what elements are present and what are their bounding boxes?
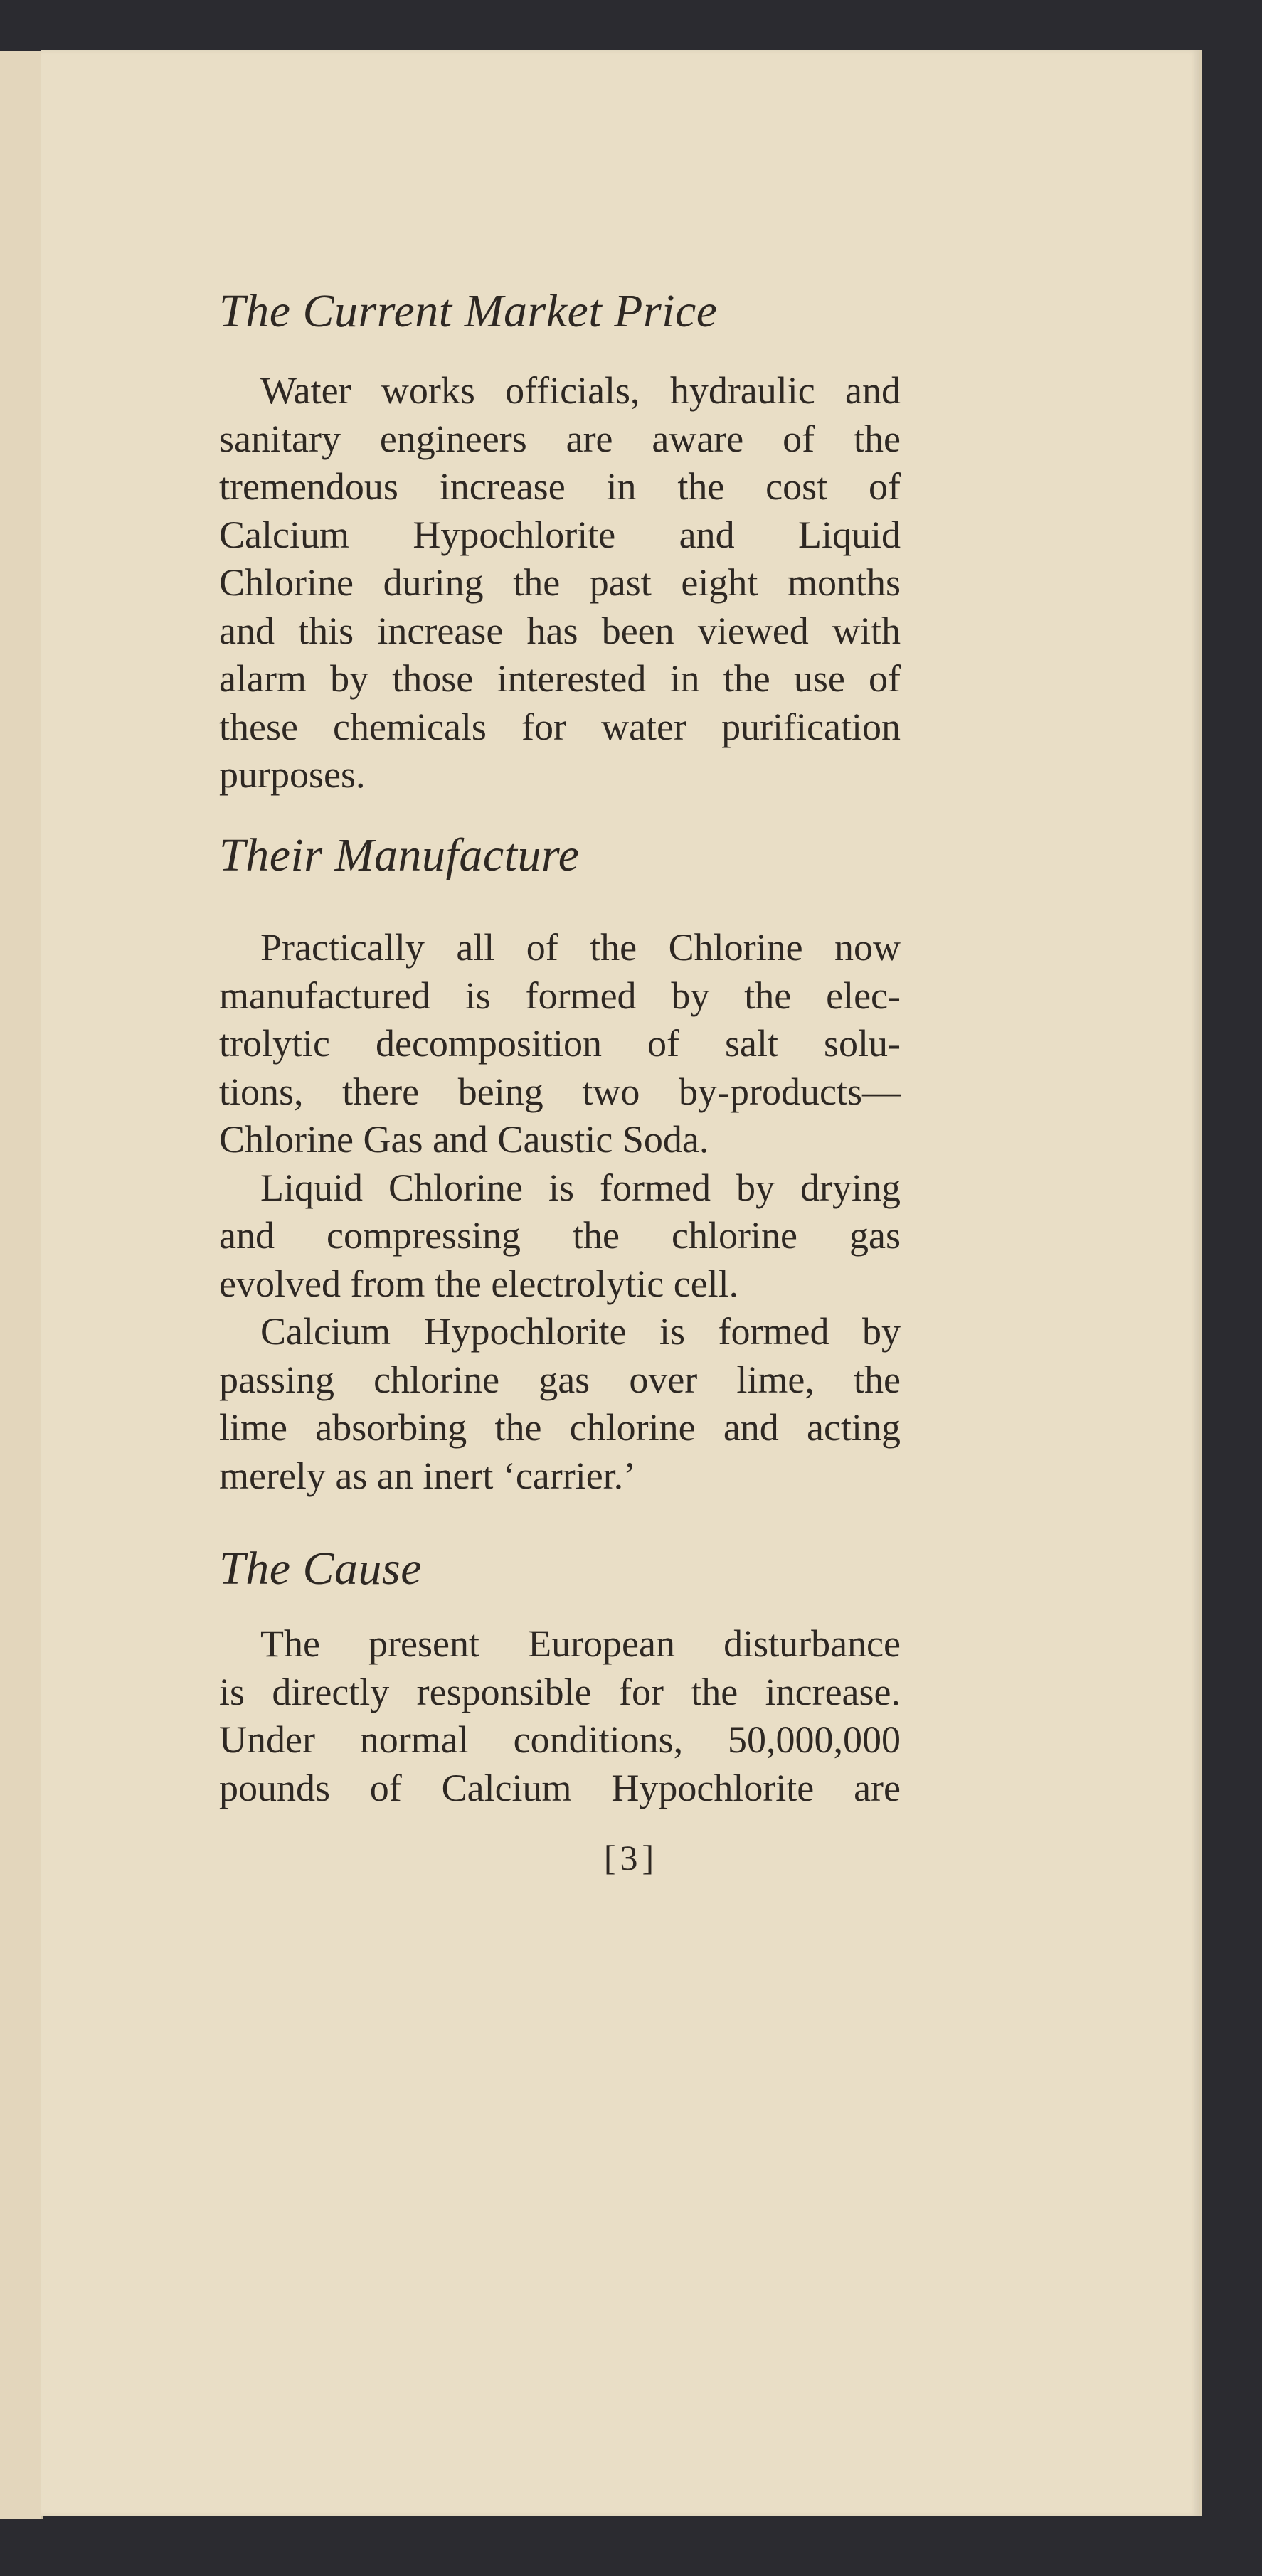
text-line: Liquid Chlorine is formed by drying bbox=[260, 1166, 901, 1209]
section-heading: The Current Market Price bbox=[219, 285, 718, 337]
text-line: Calcium Hypochlorite and Liquid bbox=[219, 513, 901, 556]
text-line: The present European disturbance bbox=[260, 1622, 901, 1665]
text-line: Chlorine Gas and Caustic Soda. bbox=[219, 1118, 709, 1161]
text-line: these chemicals for water purification bbox=[219, 705, 901, 748]
text-line: tremendous increase in the cost of bbox=[219, 465, 901, 508]
text-line: Practically all of the Chlorine now bbox=[260, 926, 901, 969]
section-body bbox=[219, 367, 901, 799]
text-line: and compressing the chlorine gas bbox=[219, 1214, 901, 1257]
text-line: Water works officials, hydraulic and bbox=[260, 369, 901, 412]
text-line: purposes. bbox=[219, 753, 366, 796]
text-line: pounds of Calcium Hypochlorite are bbox=[219, 1766, 901, 1809]
text-line: Chlorine during the past eight months bbox=[219, 561, 901, 604]
text-line: Under normal conditions, 50,000,000 bbox=[219, 1718, 901, 1761]
text-line: passing chlorine gas over lime, the bbox=[219, 1358, 901, 1401]
section-heading: Their Manufacture bbox=[219, 829, 580, 881]
text-line: alarm by those interested in the use of bbox=[219, 657, 901, 700]
text-line: trolytic decomposition of salt solu- bbox=[219, 1022, 901, 1065]
facing-page-edge bbox=[0, 51, 43, 2519]
section-body bbox=[219, 1620, 901, 1812]
text-line: merely as an inert ‘carrier.’ bbox=[219, 1454, 637, 1497]
text-line: sanitary engineers are aware of the bbox=[219, 417, 901, 460]
paragraph bbox=[219, 1308, 901, 1500]
section-heading: The Cause bbox=[219, 1543, 422, 1595]
text-line: and this increase has been viewed with bbox=[219, 609, 901, 652]
page-number: [3] bbox=[603, 1838, 659, 1878]
paragraph bbox=[219, 1164, 901, 1309]
text-line: lime absorbing the chlorine and acting bbox=[219, 1406, 901, 1449]
paragraph bbox=[219, 1620, 901, 1812]
text-line: evolved from the electrolytic cell. bbox=[219, 1262, 739, 1305]
paragraph bbox=[219, 924, 901, 1164]
text-line: tions, there being two by-products— bbox=[219, 1070, 901, 1113]
paragraph bbox=[219, 367, 901, 799]
text-line: manufactured is formed by the elec- bbox=[219, 974, 901, 1017]
text-line: is directly responsible for the increase. bbox=[219, 1670, 901, 1713]
section-body bbox=[219, 924, 901, 1500]
text-line: Calcium Hypochlorite is formed by bbox=[260, 1310, 901, 1353]
